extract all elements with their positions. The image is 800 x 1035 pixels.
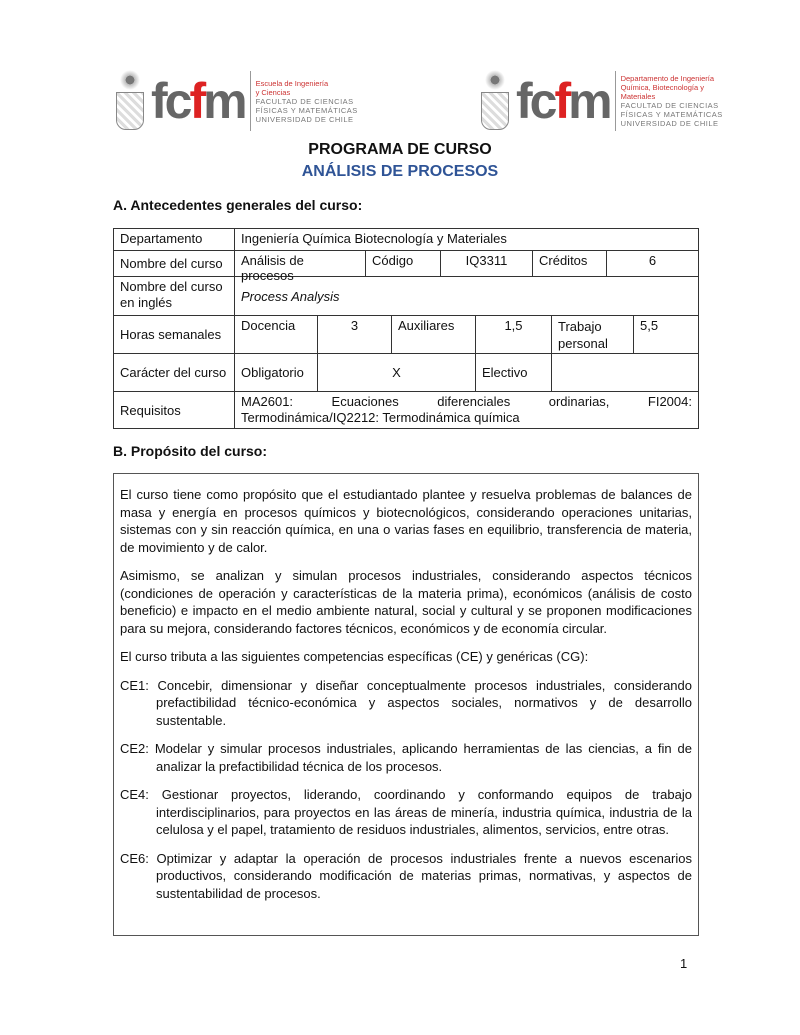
document-title: PROGRAMA DE CURSO xyxy=(308,141,492,158)
logo-line: UNIVERSIDAD DE CHILE xyxy=(620,119,719,128)
cell-value: Análisis de procesos xyxy=(234,251,365,276)
cell-label: Electivo xyxy=(475,354,551,391)
cell-value: Ingeniería Química Biotecnología y Materiales xyxy=(234,229,698,250)
logo-line: Departamento de Ingeniería xyxy=(620,74,714,83)
logo-line: Materiales xyxy=(620,92,656,101)
university-shield-icon xyxy=(113,70,147,132)
paragraph: El curso tributa a las siguientes competencias específicas (CE) y genéricas (CG): xyxy=(120,649,589,664)
cell-value: 5,5 xyxy=(633,316,698,353)
cell-value: 1,5 xyxy=(475,316,551,353)
table-row xyxy=(114,315,698,353)
cell-label: Nombre del curso xyxy=(120,256,223,271)
section-b-heading: B. Propósito del curso: xyxy=(113,443,268,459)
cell-label: Docencia xyxy=(234,316,317,353)
cell-label: Código xyxy=(365,251,440,276)
table-row xyxy=(114,353,698,391)
logo-line: y Ciencias xyxy=(255,87,291,97)
competency-ce6: CE6: Optimizar y adaptar la operación de procesos industriales frente a nuevos escenarios productivos, considerando modificación de materias primas, normativas, y aspectos de sustentabilidad de procesos. xyxy=(120,850,692,901)
competency-ce1: CE1: Concebir, dimensionar y diseñar conceptualmente procesos industriales, considerando prefactibilidad técnico-económica y aspectos sociales, normativos y de desarrollo sustentable. xyxy=(120,677,692,728)
paragraph: El curso tiene como propósito que el estudiantado plantee y resuelva problemas de balances de masa y energía en procesos químicos y biotecnológicos, considerando operaciones unitarias, sistemas con y sin reacción química, en una o varias fases en equilibrio, transferencia de materia, de movimiento y de calor. xyxy=(120,487,692,555)
page-number: 1 xyxy=(680,956,688,971)
competency-ce4: CE4: Gestionar proyectos, liderando, coordinando y conformando equipos de trabajo interdisciplinarios, para proyectos en las áreas de minería, industria química, industria de la celulosa y el papel, tratamiento de residuos industriales, alimentos, servicios, entre otras. xyxy=(120,787,692,837)
logo-text xyxy=(621,74,723,128)
table-row xyxy=(114,276,698,315)
cell-label: Auxiliares xyxy=(391,316,475,353)
cell-label: Horas semanales xyxy=(120,327,222,342)
cell-value: 3 xyxy=(317,316,391,353)
logo-text xyxy=(256,79,358,124)
logo-line: FÍSICAS Y MATEMÁTICAS xyxy=(620,110,723,119)
logo-line: Química, Biotecnología y xyxy=(620,83,704,92)
cell-label: Obligatorio xyxy=(234,354,317,391)
table-row xyxy=(114,229,698,250)
cell-label: Créditos xyxy=(532,251,606,276)
competency-ce2: CE2: Modelar y simular procesos industriales, aplicando herramientas de las ciencias, a fin de analizar la prefactibilidad técnica de los procesos. xyxy=(120,741,692,774)
cell-value: 6 xyxy=(606,251,698,276)
cell-value xyxy=(551,354,698,391)
cell-value: MA2601: Ecuaciones diferenciales ordinarias, FI2004: Termodinámica/IQ2212: Termodinámica química xyxy=(234,392,698,428)
course-info-table xyxy=(113,228,699,429)
cell-label: Requisitos xyxy=(120,402,181,418)
logo-line: Escuela de Ingeniería xyxy=(255,78,329,88)
logo-line: UNIVERSIDAD DE CHILE xyxy=(255,114,354,124)
purpose-box xyxy=(113,473,699,936)
fcfm-mark: fcfm xyxy=(151,73,245,129)
logo-line: FACULTAD DE CIENCIAS xyxy=(255,96,354,106)
cell-value: Process Analysis xyxy=(234,277,698,315)
fcfm-mark: fcfm xyxy=(516,73,610,129)
logo-line: FÍSICAS Y MATEMÁTICAS xyxy=(255,105,358,115)
cell-label: Nombre del curso en inglés xyxy=(120,279,223,310)
cell-label: Departamento xyxy=(120,231,203,246)
fcfm-logo-left xyxy=(113,68,358,134)
cell-value: IQ3311 xyxy=(440,251,532,276)
cell-label: Trabajo personal xyxy=(551,316,633,353)
course-title: ANÁLISIS DE PROCESOS xyxy=(301,163,499,180)
table-row xyxy=(114,250,698,283)
cell-label: Carácter del curso xyxy=(120,365,227,380)
table-row xyxy=(114,391,698,428)
university-shield-icon xyxy=(478,70,512,132)
logo-line: FACULTAD DE CIENCIAS xyxy=(620,101,719,110)
section-a-heading: A. Antecedentes generales del curso: xyxy=(113,197,363,213)
paragraph: Asimismo, se analizan y simulan procesos industriales, considerando aspectos técnicos (condiciones de operación y características de la materia prima), económicos (análisis de costo beneficio) e impacto en el medio ambiente natural, social y cultural y se proponen modificaciones para su mejora, considerando factores técnicos, económicos y de economía circular. xyxy=(120,568,692,636)
cell-value: X xyxy=(317,354,475,391)
fcfm-logo-right xyxy=(478,68,723,134)
